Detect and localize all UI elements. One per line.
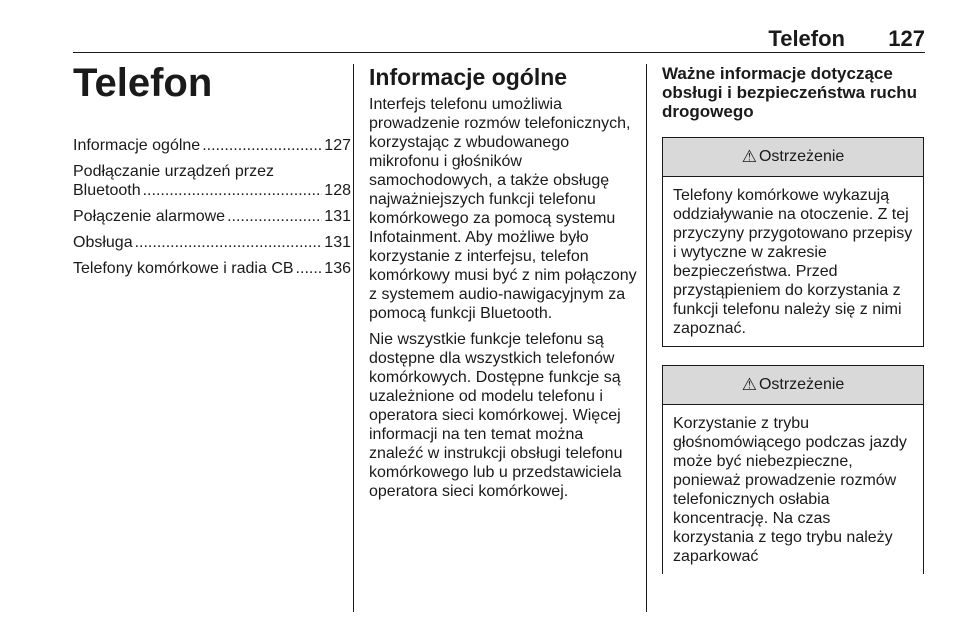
toc-label: Połączenie alarmowe xyxy=(73,208,226,225)
chapter-title: Telefon xyxy=(73,61,213,105)
warning-heading: Ostrzeżenie xyxy=(758,376,845,393)
toc-label: Bluetooth xyxy=(73,182,141,199)
toc-page: 131 xyxy=(324,208,351,225)
warning-text: Korzystanie z trybu głośnomówiącego podczas jazdy może być niebezpieczne, ponieważ prowadzenie rozmów telefonicznych osłabia koncentrację. Na czas korzystania z tego trybu należy zaparkować xyxy=(673,415,907,565)
column-divider-2 xyxy=(646,64,647,612)
paragraph: Interfejs telefonu umożliwia prowadzenie rozmów telefonicznych, korzystając z wbudowanego mikrofonu i głośników samochodowych, a także obsługę najważniejszych funkcji telefonu komórkowego za pomocą systemu Infotainment. Aby możliwe było korzystanie z interfejsu, telefon komórkowy musi być z nim połączony z systemem audio-nawigacyjnym za pomocą funkcji Bluetooth. xyxy=(369,96,637,322)
warning-header xyxy=(663,366,923,405)
warning-triangle-icon: ⚠ xyxy=(741,375,757,394)
warning-box xyxy=(662,365,924,574)
warning-header xyxy=(663,138,923,177)
warning-box xyxy=(662,137,924,347)
general-info-column xyxy=(369,64,637,508)
toc-page: 128 xyxy=(324,182,351,199)
toc-entry[interactable] xyxy=(73,207,351,226)
toc-entry[interactable] xyxy=(73,233,351,252)
toc-page: 136 xyxy=(324,260,351,277)
toc-page: 127 xyxy=(324,137,351,154)
subsection-title: Ważne informacje dotyczące obsługi i bezpieczeństwa ruchu drogowego xyxy=(662,64,918,121)
toc-leader xyxy=(296,259,323,278)
toc-entry[interactable] xyxy=(73,136,351,155)
toc-label: Telefony komórkowe i radia CB xyxy=(73,260,294,277)
header-title: Telefon xyxy=(768,26,845,51)
toc-label-line: Podłączanie urządzeń przez xyxy=(73,163,275,180)
warning-heading: Ostrzeżenie xyxy=(758,148,845,165)
toc-leader xyxy=(227,207,322,226)
toc-label: Obsługa xyxy=(73,234,133,251)
page-header xyxy=(73,20,925,53)
warning-text: Telefony komórkowe wykazują oddziaływanie na otoczenie. Z tej przyczyny przygotowano przepisy i wytyczne w zakresie bezpieczeństwa. Przed przystąpieniem do korzystania z funkcji telefonu należy się z nimi zapoznać. xyxy=(673,187,913,337)
warning-triangle-icon: ⚠ xyxy=(741,147,757,166)
toc-page: 131 xyxy=(324,234,351,251)
toc-leader xyxy=(143,181,323,200)
safety-column xyxy=(662,64,924,574)
paragraph: Nie wszystkie funkcje telefonu są dostępne dla wszystkich telefonów komórkowych. Dostępne funkcje są uzależnione od modelu telefonu i operatora sieci komórkowej. Więcej informacji na ten temat można znaleźć w instrukcji obsługi telefonu komórkowego lub u przedstawiciela operatora sieci komórkowej. xyxy=(369,331,623,500)
column-divider-1 xyxy=(353,64,354,612)
section-title: Informacje ogólne xyxy=(369,64,568,90)
page-number: 127 xyxy=(888,26,925,51)
toc-leader xyxy=(202,136,322,155)
toc-label: Informacje ogólne xyxy=(73,137,201,154)
toc-entry[interactable] xyxy=(73,162,351,200)
toc-column xyxy=(73,60,351,285)
toc-entry[interactable] xyxy=(73,259,351,278)
toc-leader xyxy=(135,233,323,252)
